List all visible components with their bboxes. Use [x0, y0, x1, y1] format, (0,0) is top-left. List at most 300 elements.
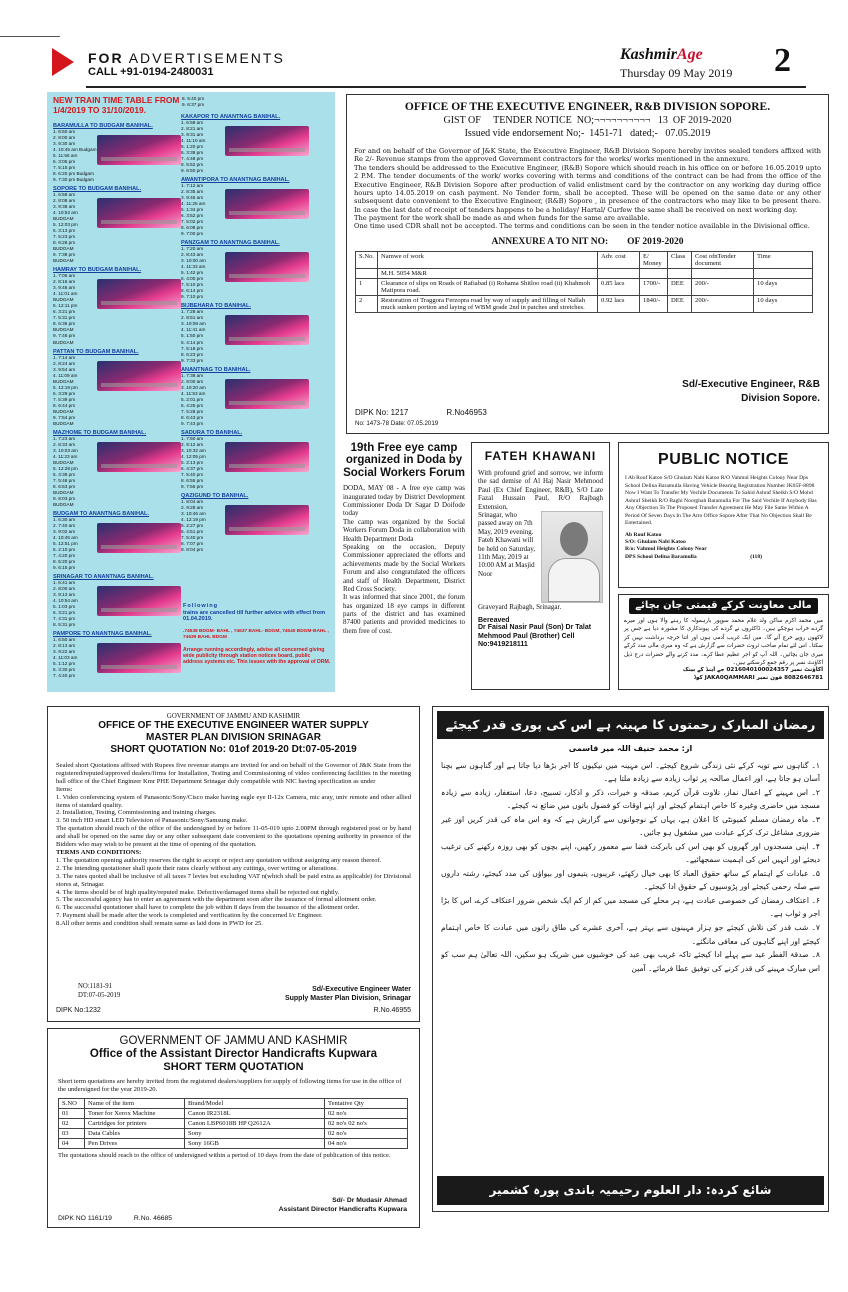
route-row [181, 373, 331, 427]
train-image [97, 198, 181, 228]
signature-line: Division Sopore. [741, 393, 820, 404]
departure-time: 2. 8:00 am [53, 135, 76, 141]
ramzan-para: ۴۔ اپنی مسجدوں اور گھروں کو بھی اس کی بابرکت فضا سے معمور رکھیں، اپنے بچوں کو بھی روزہ رکھنے کی ترغیب دیجئے اور انہیں اس کی اہمیت سمجھائیے۔ [441, 841, 820, 865]
departure-time: 2. 8:13 am [53, 643, 76, 649]
departure-time: 9. 7:46 pm BUDGAM [53, 333, 76, 345]
departure-time: 7. 5:40 pm [181, 471, 204, 477]
departure-time: 9. 6:15 pm [53, 565, 76, 571]
hc-title: Office of the Assistant Director Handicrafts Kupwara [89, 1048, 378, 1060]
departure-time: 8. 6:08 pm [181, 225, 204, 231]
departure-time: 2. 7:40 am [53, 522, 76, 528]
obituary-mid [478, 511, 603, 603]
departure-time: 7. 4:31 pm [53, 616, 76, 622]
departure-time: 2. 8:08 am [53, 198, 76, 204]
table-cell: 02 no's [325, 1108, 408, 1118]
table-cell: Sony 16GB [185, 1138, 325, 1148]
ws-rno: R.No.46955 [373, 1007, 411, 1014]
departure-time: 7. 5:40 pm [181, 534, 204, 540]
route-name: SOPORE TO BUDGAM BANIHAL. [53, 186, 142, 193]
table-cell: 02 no's 02 no's [325, 1118, 408, 1128]
page-number: 2 [774, 42, 791, 79]
route-row [181, 246, 331, 300]
route-name: AWANTIPORA TO ANANTNAG BANIHAL. [181, 177, 290, 184]
header-rule-left [0, 36, 60, 37]
hc-dipk: DIPK NO 1161/19 [58, 1215, 112, 1222]
route-times [53, 517, 97, 571]
departure-time: 4. 10:45 am [53, 534, 78, 540]
table-cell: 1 [356, 278, 378, 295]
cancel-text: trains are cancelled till further advice with effect from 01.04.2019. [183, 609, 326, 623]
urdu-help-heading: مالی معاونت کرکے قیمتی جان بچائے [629, 598, 818, 614]
departure-time: 8. 5:52 pm [181, 162, 204, 168]
table-cell: 200/- [692, 278, 754, 295]
table-cell: Pen Drives [85, 1138, 185, 1148]
ramzan-para: ۶۔ اعتکاف رمضان کی خصوصی عبادت ہے، ہر محلے کی مسجد میں کم از کم ایک شخص ضرور اعتکاف کرے، اس کا بڑا اجر و ثواب ہے۔ [441, 895, 820, 919]
departure-time: 4. 11:33 am [181, 264, 206, 270]
sign-line: Ab Rouf Katoo [625, 531, 662, 538]
departure-time: 6. 4:14 pm [181, 339, 204, 345]
route-name: SRINAGAR TO ANANTNAG BANIHAL. [53, 574, 154, 581]
departure-time: 3. 9:02 am [53, 528, 76, 534]
ramzan-para: ۲۔ اس مہینے کے اعمال نماز، تلاوت قرآن کریم، صدقہ و خیرات، ذکر و اذکار، تسبیح، دعا، استغفار، زیادہ سے زیادہ مسجد میں حاضری وغیرہ کا خاص اہتمام کیجئے اور اپنے اوقات کو فضول باتوں میں ضائع نہ کیجئے۔ [441, 787, 820, 811]
col-header: Brand/Model [185, 1098, 325, 1108]
ramzan-para: ۷۔ شب قدر کی تلاش کیجئے جو ہزار مہینوں سے بہتر ہے، آخری عشرے کی طاق راتوں میں عبادت کا خاص اہتمام کیجئے اور اپنے گناہوں کی معافی مانگئے۔ [441, 922, 820, 946]
table-cell: Sony [185, 1128, 325, 1138]
table-cell: 02 no's [325, 1128, 408, 1138]
departure-time: 3. 9:38 am [53, 204, 76, 210]
tender-table-header [356, 251, 813, 268]
ws-dt: DT:07-05-2019 [78, 991, 121, 999]
ws-term: 3. The rates quoted shall be inclusive of all taxes 7 levies but excluding VAT n(which shall be paid extra as applicable) for Divisional stores at, Srinagar. [56, 872, 411, 888]
signature-line: Supply Master Plan Division, Srinagar [284, 995, 411, 1003]
train-image [97, 135, 181, 165]
ws-item: 1. Video conferencing system of Panasonic/Sony/Cisco make having eagle eye II-12x Camera, mic aray, univ remote and other allied items of standard quality. [56, 793, 411, 809]
signature-line: Sd/-Executive Engineer, R&B [682, 379, 820, 390]
public-notice-body: I Ab Rouf Katoo S/O Ghulam Nabi Katoo R/O Vahmul Heights Colony Near Dps School Delina Baramulla Having Vehicle Bearing Registration Number JK05F-8898 Now I Want To Transfer My Vechile Documents To Sahid Ashraf Sheikh S/O Mohd Ashraf Sheikh R/O Baghi Noorghah Baramulla For The Said Vechile If Anybody Has Any Objection To The Proposed Transfer Agreement He May File Same Within A Period Of Seven Days In The Arto Office Sopore After That No Objection Shall Be Entertained. [625, 475, 817, 527]
departure-time: 8. 6:36 pm BUDGAM [53, 321, 76, 333]
tender-dipk [355, 408, 487, 417]
route-name: BARAMULLA TO BUDGAM BANIHAL. [53, 123, 153, 129]
departure-time: 2. 9:12 am [181, 441, 204, 447]
departure-time: 4. 12:19 pm [181, 516, 206, 522]
ramzan-para: ۸۔ صدقۃ الفطر عید سے پہلے ادا کیجئے تاکہ غریب بھی عید کی خوشیوں میں شریک ہو سکیں، اللہ تعالیٰ ہم سب کو اس مبارک مہینے کی قدر کرنے کی توفیق عطا فرمائے۔ آمین [441, 950, 820, 973]
departure-time: 1. 7:20 am [181, 246, 204, 252]
train-route [181, 177, 331, 237]
time: 8. 5:40 pm [182, 96, 205, 101]
departure-time: 6. 3:21 pm [53, 309, 76, 315]
route-name: PATTAN TO BUDGAM BANIHAL. [53, 348, 139, 355]
header-rule [86, 86, 806, 88]
departure-time: 6. 3:13 pm [53, 228, 76, 234]
public-notice [618, 442, 829, 588]
departure-time: 3. 10:20 am [181, 384, 206, 390]
departure-time: 2. 8:43 am [181, 252, 204, 258]
table-cell: Canon LBP6018B HP Q2612A [185, 1118, 325, 1128]
departure-time: 8. 5:20 pm [53, 559, 76, 564]
departure-time: 3. 9:45 am [181, 195, 204, 201]
hc-gov: GOVERNMENT OF JAMMU AND KASHMIR [119, 1035, 348, 1047]
route-name: SADURA TO BANIHAL. [181, 429, 243, 436]
header-call: CALL +91-0194-2480031 [88, 66, 214, 78]
route-times [53, 355, 97, 427]
route-row [181, 436, 331, 490]
departure-time: 9. 7:00 pm [181, 231, 204, 237]
departure-time: 7. 5:28 pm [181, 408, 204, 414]
table-cell: Toner for Xerox Machine [85, 1108, 185, 1118]
departure-time: 3. 9:30 am [53, 141, 76, 147]
departure-time: 3. 9:54 am [53, 366, 76, 372]
departure-time: 9. 8:03 pm BUDGAM [53, 495, 76, 507]
train-route [53, 631, 183, 679]
route-times [181, 120, 225, 174]
train-image [97, 586, 181, 616]
route-times [53, 580, 97, 628]
col-header: Namwe of work [378, 251, 598, 268]
train-image [225, 442, 309, 472]
departure-time: 6. 3:21 pm [53, 610, 76, 616]
ws-term: 6. The successful quotationer shall have to complete the job within 8 days from the issuance of the allotment order. [56, 904, 360, 912]
train-route [53, 574, 183, 628]
route-name: HAMRAY TO BUDGAM BANIHAL. [53, 267, 142, 274]
departure-time: 5. 2:13 pm [181, 459, 204, 465]
route-name: BUDGAM TO ANANTNAG BANIHAL. [53, 510, 150, 517]
ws-title3: SHORT QUOTATION No: 01of 2019-20 Dt:07-05-2019 [110, 744, 357, 755]
route-times [181, 436, 225, 490]
train-title [53, 96, 179, 115]
departure-time: 4. 11:41 am [181, 327, 206, 333]
col-header: Adv. cost [598, 251, 640, 268]
table-cell: M.H. 5054 M&R [378, 268, 598, 278]
public-notice-title: PUBLIC NOTICE [658, 451, 789, 468]
tender-para: The payment for the work shall be made as and when funds for the same are available. [354, 214, 650, 222]
eye-camp-body: DODA, MAY 08 - A free eye camp was inaugurated today by District Development Commissioner Doda Dr Sagar D Doifode today The camp was organized by the Social Workers Forum Doda in collaboration with Health Department Doda Speaking on the occasion, Deputy Commissioner appreciated the efforts and achievements made by the Social Workers Forum and also congratulated the officers and staff of Health Department, District Red Cross Society. It was informed that since 2001, the forum has organized 18 eye camps in different parts of the district and has examined 87400 patients and provided medicines to them free of cost. [343, 484, 465, 635]
right-top-times [182, 96, 204, 108]
ws-signature [285, 985, 411, 1003]
ws-term: 5. The successful agency has to enter an agreement with the department soon after the issuance of formal allotment order. [56, 896, 377, 904]
departure-time: 7. 5:10 pm [181, 282, 204, 288]
ws-term: 2. The intending quotationer shall quote their rates clearly without any cuttings, over writing or alterations. [56, 864, 338, 872]
departure-time: 8. 6:43 pm [181, 414, 204, 420]
ramzan-para: ۳۔ ماہ رمضان مسلم کمیونٹی کا اعلان ہے، یہاں کے نوجوانوں سے گزارش ہے کہ وہ اس ماہ کی قدر کریں اور غیر ضروری مشاغل ترک کرکے عبادت میں مشغول ہو جائیں۔ [441, 814, 820, 838]
departure-time: 2. 8:33 am [53, 441, 76, 447]
route-name: KAKAPOR TO ANANTNAG BANIHAL. [181, 114, 281, 120]
departure-time: 2. 8:21 am [181, 126, 204, 132]
departure-time: 8. 7:07 pm [181, 540, 204, 546]
sign-line-last [625, 554, 822, 561]
train-image [225, 252, 309, 282]
ws-item: 2. Installation, Testing, Commissioning and training charges. [56, 809, 217, 817]
table-cell: Cartridges for printers [85, 1118, 185, 1128]
departure-time: 4. 11:23 am BUDGAM [53, 453, 78, 465]
departure-time: 6. 4:00 pm [181, 276, 204, 282]
col-header: S.No. [356, 251, 378, 268]
tender-para: For and on behalf of the Governor of J&K State, the Executive Engineer, R&B Division Sopore hereby invites sealed tenders affixed with Re 2/- Revenue stamps from the approved Government contractors for the works/ works mentioned in the annexure. [354, 147, 821, 164]
ws-item: 3. 50 inch HD smart LED Television of Panasonic/Sony/Samsung make. [56, 817, 248, 825]
tender-body [354, 147, 821, 231]
departure-time: 8. 6:23 pm [181, 351, 204, 357]
table-cell: Canon IR2318L [185, 1108, 325, 1118]
time: 9. 6:37 pm [182, 102, 205, 108]
for-label: FOR [88, 50, 124, 66]
departure-time: 5. 1:42 pm [181, 270, 204, 276]
ramzan-banner: رمضان المبارک رحمتوں کا مہینہ ہے اس کی پوری قدر کیجئے [437, 711, 824, 739]
handicrafts-quotation [47, 1028, 420, 1228]
departure-time: 9. 7:30 pm Budgam [53, 177, 94, 183]
ws-ref [78, 983, 120, 1001]
ref: (118) [750, 553, 762, 560]
train-image [225, 315, 309, 345]
sign-line: S/O: Ghulam Nabi Katoo [625, 539, 686, 546]
departure-time: 4. 10:45 am Budgam [53, 147, 97, 153]
ws-term: 4. The items should be of high quality/reputed make. Defective/damaged items shall be rejected out rightly. [56, 888, 340, 896]
table-cell: 2 [356, 295, 378, 312]
departure-time: 8. 6:28 pm BUDGAM [53, 240, 76, 252]
departure-time: 5. 2:01 pm [181, 396, 204, 402]
rno: R.No46953 [446, 408, 487, 417]
departure-time: 8. 6:55 pm [181, 477, 204, 483]
route-times [181, 499, 225, 553]
signature-line: Sd/-Executive Engineer Water [312, 986, 411, 993]
route-times [181, 373, 225, 427]
table-cell: 1840/- [640, 295, 668, 312]
tender-para: One time used CDR shall not be accepted. The terms and conditions can be seen in the tender notice available in the Divisional office. [354, 222, 810, 231]
departure-time: 1. 7:28 am [181, 309, 204, 315]
col-header: S.NO [59, 1098, 85, 1108]
departure-time: 8. 6:14 pm [181, 288, 204, 294]
table-cell [692, 268, 754, 278]
train-route [181, 114, 331, 174]
signature-line: Sd/- Dr Mudasir Ahmad [332, 1197, 407, 1204]
train-route [53, 267, 183, 345]
public-notice-sign [625, 532, 822, 561]
bereaved-label: Bereaved [478, 617, 510, 625]
departure-time: 1. 7:50 am [181, 435, 204, 441]
eye-camp-headline: 19th Free eye camp organized in Doda by Social Workers Forum [343, 442, 465, 479]
hc-table [58, 1098, 408, 1149]
departure-time: 1. 7:06 am [53, 273, 76, 279]
departure-time: 7. 4:20 pm [53, 552, 76, 558]
route-name: BIJBEHARA TO BANIHAL. [181, 303, 251, 310]
table-cell [668, 268, 692, 278]
hc-table-header [59, 1098, 408, 1108]
train-route [53, 511, 183, 571]
train-image [225, 189, 309, 219]
departure-time: 5. 1:34 pm [181, 207, 204, 213]
train-image [225, 379, 309, 409]
table-cell: Data Cables [85, 1128, 185, 1138]
urdu-help-body: میں محمد اکرم ساکن ولد غلام محمد سوپور بارہمولہ کا رہنے والا ہوں اور میرے گردے خراب ہوچکے ہیں۔ ڈاکٹروں نے گردے کی پیوندکاری کا مشورہ دیا ہے جس پر لاکھوں روپے خرچ آئے گا۔ میں ایک غریب آدمی ہوں اور اتنا خرچہ برداشت نہیں کر سکتا۔ اس لئے تمام صاحب ثروت حضرات سے گزارش ہے کہ وہ میری مالی مدد کرکے میری جان بچائیں۔ اللہ آپ کو اجر عظیم عطا کرے۔ مدد کرنے والے حضرات درج ذیل اکاؤنٹ نمبر پر رقم جمع کرسکتے ہیں۔ [624, 618, 823, 666]
route-name: PAMPORE TO ANANTNAG BANIHAL. [53, 631, 152, 638]
departure-time: 1. 6:58 am [53, 192, 76, 198]
hc-rno: R.No. 46685 [133, 1215, 173, 1222]
departure-time: 9. 6:50 pm [181, 168, 204, 174]
bereaved-names: Dr Faisal Nasir Paul (Son) Dr Talat Mehmood Paul (Brother) Cell No:9419218111 [478, 624, 592, 649]
train-image [97, 442, 181, 472]
departure-time: 1. 7:23 am [53, 435, 76, 441]
ws-no: NO:1181-91 [78, 983, 113, 990]
departure-time: 5. 12:28 pm [53, 465, 78, 471]
water-supply-quotation [47, 706, 420, 1022]
table-cell: 04 [59, 1138, 85, 1148]
ws-term: 1. The quotation opening authority reserves the right to accept or reject any quotation without assigning any reason thereof. [56, 856, 382, 864]
train-route [181, 240, 331, 300]
train-image [225, 126, 309, 156]
tender-title: OFFICE OF THE EXECUTIVE ENGINEER, R&B DIVISION SOPORE. [404, 101, 771, 113]
departure-time: 1. 7:14 am [53, 354, 76, 360]
route-row [53, 580, 183, 628]
departure-time: 5. 1:03 pm [53, 604, 76, 610]
hc-footer: The quotations should reach to the office of undersigned within a period of 10 days from the date of publication of this notice. [58, 1151, 391, 1159]
table-row [59, 1138, 408, 1148]
departure-time: 6. 3:29 pm [53, 390, 76, 396]
following-label: Following [183, 603, 219, 609]
train-image [97, 643, 181, 673]
table-cell: 200/- [692, 295, 754, 312]
tender-issued: Issued vide endorsement No;- 1451-71 dated;- 07.05.2019 [464, 128, 711, 139]
urdu-help-appeal [618, 594, 829, 690]
ws-body [56, 762, 411, 928]
table-row [356, 295, 813, 312]
ws-term: 8.All other terms and condition shall remain same as laid dons in PWD for 25. [56, 920, 263, 928]
route-row [53, 355, 183, 427]
train-title-line2: 1/4/2019 TO 31/10/2019. [53, 104, 146, 115]
train-route [181, 493, 331, 553]
col-header: Cost ofnTender document [692, 251, 754, 268]
ramzan-footer-banner: شائع کردہ: دار العلوم رحیمیہ باندی پورہ کشمیر [437, 1176, 824, 1205]
ws-para: The quotation should reach of the office of the undersigned by or before 11-05-019 upto 2.00PM through registered post or by hand and shall be opened on the same day or any other subsequent date convenient to the quotations opening authority in presence of the Bidders who may wish to be present at the time of opening of the quotation. [56, 825, 411, 849]
route-row [181, 309, 331, 363]
table-cell: Restoration of Traggora Ferzopra road by way of supply and filling of Nallah muck sunken portion and laying of WBM grade 2nd in patches and stretches. [378, 295, 598, 312]
departure-time: 4. 11:09 am BUDGAM [53, 372, 78, 384]
train-title-line1: NEW TRAIN TIME TABLE FROM [53, 95, 180, 105]
departure-time: 9. 7:33 pm [181, 357, 204, 363]
ws-title2: MASTER PLAN DIVISION SRINAGAR [145, 731, 321, 743]
departure-time: 6. 3:52 pm [181, 213, 204, 219]
departure-time: 7. 5:31 pm [53, 315, 76, 321]
departure-time: 3. 10:32 am [181, 447, 206, 453]
departure-time: 6. 3:38 pm [181, 150, 204, 156]
departure-time: 1. 8:04 am [181, 498, 204, 504]
rb-sopore-tender [346, 94, 829, 434]
obituary-body: Srinagar, who passed away on 7th May, 2019 evening. Fateh Khawani will be held on Saturday, 11th May, 2019 at 10:00 AM at Masjid Noor [478, 510, 536, 578]
departure-time: 9. 7:38 pm BUDGAM [53, 252, 76, 264]
departure-time: 1. 6:58 am [181, 120, 204, 125]
table-row [59, 1118, 408, 1128]
hc-dipk-row [58, 1215, 172, 1222]
departure-time: 2. 8:51 am [181, 315, 204, 321]
masthead-part2: Age [676, 46, 703, 63]
table-cell [640, 268, 668, 278]
departure-time: 2. 9:28 am [181, 504, 204, 510]
departure-time: 9. 7:43 pm [181, 420, 204, 426]
departure-time: 9. 8:04 pm [181, 546, 204, 552]
train-route [181, 303, 331, 363]
ws-title1: OFFICE OF THE EXECUTIVE ENGINEER WATER SUPPLY [98, 720, 369, 731]
table-cell [356, 268, 378, 278]
departure-time: 2. 8:35 am [181, 189, 204, 195]
departure-time: 1. 6:41 am [53, 580, 76, 586]
route-times [53, 192, 97, 264]
table-cell: 03 [59, 1128, 85, 1138]
hc-signature [279, 1197, 407, 1215]
train-image [225, 505, 309, 535]
departure-time: 4. 11:03 am [53, 655, 78, 661]
departure-time: 9. 7:10 pm [181, 294, 204, 300]
departure-time: 2. 8:24 am [53, 360, 76, 366]
departure-time: 6. 2:10 pm [53, 546, 76, 552]
departure-time: 3. 10:03 am [53, 447, 78, 453]
route-name: PANZGAM TO ANANTNAG BANIHAL. [181, 240, 280, 247]
departure-time: 1. 6:30 am [53, 516, 76, 522]
train-route [181, 430, 331, 490]
departure-time: 4. 12:05 pm [181, 453, 206, 459]
ws-items-label: Items: [56, 785, 73, 793]
departure-time: 3. 10:00 am [181, 258, 206, 264]
departure-time: 5. 1:12 pm [53, 661, 76, 667]
route-times [53, 637, 97, 679]
departure-time: 2. 8:00 am [53, 586, 76, 592]
train-route [181, 367, 331, 427]
departure-time: 6. 3:05 pm [53, 159, 76, 165]
drm-note: Arrange running accordingly, advise all concerned giving wide publicity through station notices board, public address systems etc. This issues with the approval of DRM. [183, 646, 331, 666]
ramzan-author: از: محمد حنیف اللہ میر قاسمی [568, 744, 693, 753]
hc-subtitle: SHORT TERM QUOTATION [163, 1061, 304, 1074]
cancel-notice [183, 603, 331, 665]
urdu-help-phone: 8082646781 فون نمبر JAKA0QAMMARI کوڈ [693, 675, 823, 682]
departure-time: 5. 12:03 pm [53, 222, 78, 228]
departure-time: 6. 3:30 pm [53, 667, 76, 673]
departure-time: 5. 12:19 pm [53, 384, 78, 390]
departure-time: 7. 5:39 pm [53, 396, 76, 402]
obituary-body: With profound grief and sorrow, we inform the sad demise of Al Haj Nasir Mehmood Paul (Ex Chief Engineer, R&B), S/O Late Fazal Hussain Paul, R/O Rajbagh Extension, [478, 469, 603, 511]
train-route [53, 430, 183, 508]
table-cell: 10 days [754, 295, 813, 312]
departure-time: 8. 6:53 pm BUDGAM [53, 483, 76, 495]
departure-time: 5. 1:20 pm [181, 144, 204, 150]
departure-time: 1. 7:12 am [181, 183, 204, 189]
route-times [181, 309, 225, 363]
departure-time: 6. 4:37 pm [181, 465, 204, 471]
departure-time: 3. 9:13 am [53, 592, 76, 598]
route-times [53, 436, 97, 508]
hc-intro: Short term quotations are hereby invited from the registered dealers/suppliers for supply of following items for use in the office of the undersigned for the year 2019-20. [58, 1078, 402, 1094]
table-cell: 01 [59, 1108, 85, 1118]
train-route [53, 123, 183, 183]
ws-terms-label: TERMS AND CONDITIONS: [56, 848, 142, 856]
deceased-photo [541, 511, 603, 603]
route-row [53, 192, 183, 264]
departure-time: 4. 10:54 am [53, 598, 78, 604]
table-cell [754, 268, 813, 278]
route-row [53, 637, 183, 679]
departure-time: 7. 4:40 pm [53, 673, 76, 679]
ramzan-body [441, 759, 820, 1177]
route-name: ANANTNAG TO BANIHAL. [181, 366, 251, 373]
route-row [53, 273, 183, 345]
route-row [181, 183, 331, 237]
advertisements-label: ADVERTISEMENTS [128, 50, 285, 66]
masthead [620, 46, 703, 64]
departure-time: 4. 11:25 am [181, 201, 206, 207]
departure-time: 3. 9:31 am [181, 132, 204, 138]
issue-date: Thursday 09 May 2019 [620, 66, 733, 80]
route-row [53, 517, 183, 571]
col-header: Time [754, 251, 813, 268]
table-cell: DEE [668, 295, 692, 312]
route-times [181, 246, 225, 300]
table-cell: 0.85 lacs [598, 278, 640, 295]
departure-time: 3. 10:46 am [181, 510, 206, 516]
